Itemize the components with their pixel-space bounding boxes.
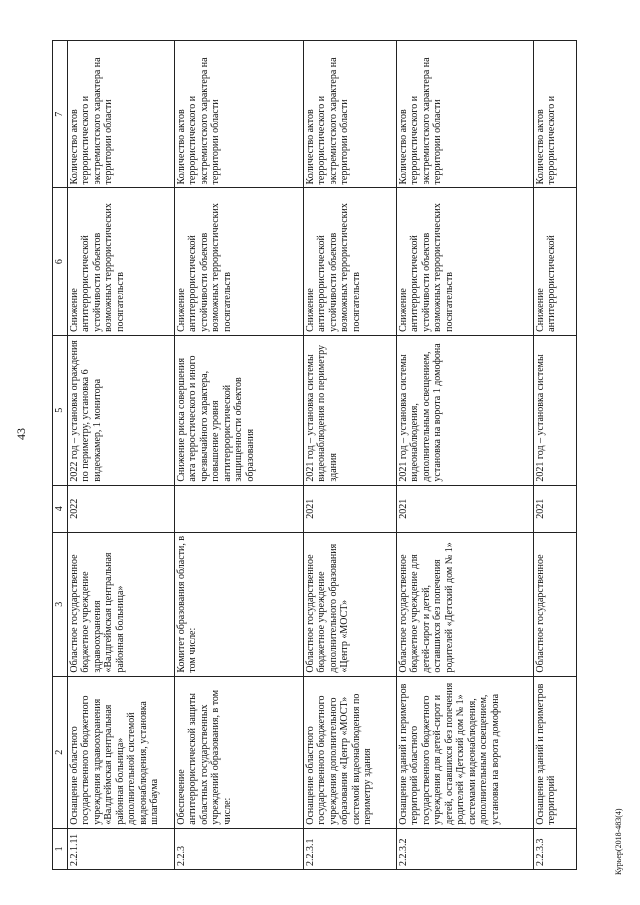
consequence: Снижение антитеррористической устойчивости объектов возможных террористических посягательств bbox=[396, 188, 533, 335]
year: 2021 bbox=[533, 485, 576, 532]
executor: Областное государственное bbox=[533, 532, 576, 676]
header-cell: 6 bbox=[53, 188, 68, 335]
executor: Областное государственное бюджетное учреждение здравоохранения «Валдгеймская центральная районная больница» bbox=[67, 532, 174, 676]
row-number: 2.2.1.11 bbox=[67, 828, 174, 869]
program-table bbox=[52, 40, 577, 870]
footer-code: Курьер(2018-483(4) bbox=[614, 808, 623, 875]
rotated-table-container bbox=[52, 40, 592, 870]
expected-result: 2021 год – установка системы bbox=[533, 335, 576, 485]
indicator: Количество актов террористического и экстремистского характера на территории области bbox=[174, 41, 303, 188]
measure-name: Оснащение зданий и периметров территорий областного государственного бюджетного учреждения для детей-сирот и детей, оставшихся без попечения родителей «Детский дом № 1» системами видеонаблюдения, дополнительным освещением, установка на ворота домофона bbox=[396, 676, 533, 828]
header-cell: 2 bbox=[53, 676, 68, 828]
expected-result: 2022 год – установка ограждения по периметру, установка 6 видеокамер, 1 монитора bbox=[67, 335, 174, 485]
expected-result: Снижение риска совершения акта терростического и иного чрезвычайного характера, повышение уровня антитеррористической защищенности объектов образования bbox=[174, 335, 303, 485]
header-cell: 1 bbox=[53, 828, 68, 869]
header-cell: 4 bbox=[53, 485, 68, 532]
executor: Областное государственное бюджетное учреждение для детей-сирот и детей, оставшихся без попечения родителей «Детский дом № 1» bbox=[396, 532, 533, 676]
row-number: 2.2.3.2 bbox=[396, 828, 533, 869]
indicator: Количество актов террористического и экстремистского характера на территории области bbox=[67, 41, 174, 188]
expected-result: 2021 год – установка системы видеонаблюдения по периметру здания bbox=[303, 335, 396, 485]
table-row bbox=[303, 41, 396, 870]
measure-name: Обеспечение антитеррористической защиты областных государственных учреждений образования, в том числе: bbox=[174, 676, 303, 828]
year: 2021 bbox=[396, 485, 533, 532]
header-cell: 5 bbox=[53, 335, 68, 485]
table-row bbox=[533, 41, 576, 870]
year: 2021 bbox=[303, 485, 396, 532]
year: 2022 bbox=[67, 485, 174, 532]
indicator: Количество актов террористического и экстремистского характера на территории области bbox=[303, 41, 396, 188]
header-row bbox=[53, 41, 68, 870]
header-cell: 3 bbox=[53, 532, 68, 676]
row-number: 2.2.3.3 bbox=[533, 828, 576, 869]
table-row bbox=[174, 41, 303, 870]
indicator: Количество актов террористического и bbox=[533, 41, 576, 188]
consequence: Снижение антитеррористической устойчивости объектов возможных террористических посягательств bbox=[67, 188, 174, 335]
year bbox=[174, 485, 303, 532]
table-row bbox=[396, 41, 533, 870]
measure-name: Оснащение областного государственного бюджетного учреждения дополнительного образования «Центр «МОСТ» системой видеонаблюдения по периметру здания bbox=[303, 676, 396, 828]
row-number: 2.2.3 bbox=[174, 828, 303, 869]
executor: Областное государственное бюджетное учреждение дополнительного образования «Центр «МОСТ» bbox=[303, 532, 396, 676]
measure-name: Оснащение областного государственного бюджетного учреждения здравоохранения «Валдгеймская центральная районная больница» дополнительной системой видеонаблюдения, установка шлагбаума bbox=[67, 676, 174, 828]
page-number: 43 bbox=[14, 428, 28, 440]
indicator: Количество актов террористического и экстремистского характера на территории области bbox=[396, 41, 533, 188]
executor: Комитет образования области, в том числе: bbox=[174, 532, 303, 676]
expected-result: 2021 год – установка системы видеонаблюдения, дополнительным освещением, установка на ворота 1 домофона bbox=[396, 335, 533, 485]
measure-name: Оснащение зданий и периметров территорий bbox=[533, 676, 576, 828]
row-number: 2.2.3.1 bbox=[303, 828, 396, 869]
consequence: Снижение антитеррористической устойчивости объектов возможных террористических посягательств bbox=[303, 188, 396, 335]
consequence: Снижение антитеррористической устойчивости объектов возможных террористических посягательств bbox=[174, 188, 303, 335]
table-row bbox=[67, 41, 174, 870]
header-cell: 7 bbox=[53, 41, 68, 188]
consequence: Снижение антитеррористической bbox=[533, 188, 576, 335]
